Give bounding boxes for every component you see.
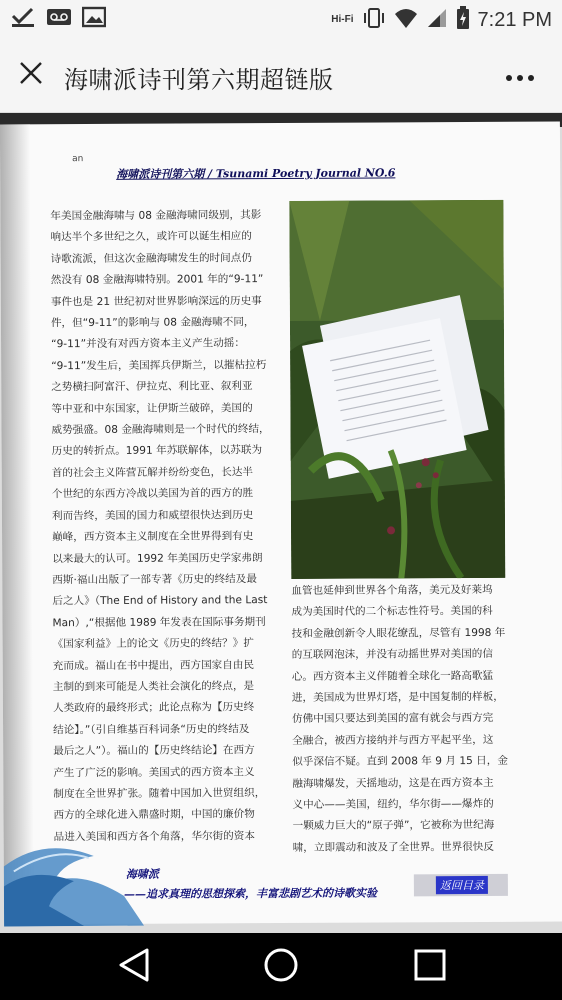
text-line: 首的社会主义阵营瓦解并纷纷变色，长达半 — [51, 466, 254, 480]
text-line: 啸，立即震动和波及了全世界。世界很快反 — [292, 840, 495, 854]
journal-page — [0, 122, 562, 925]
text-line: 全融合，被西方接纳并与西方平起平坐，这 — [292, 733, 494, 747]
text-line: 响达半个多世纪之久，或许可以诞生相应的 — [50, 230, 252, 244]
text-line: 产生了广泛的影响。美国式的西方资本主义 — [53, 765, 255, 779]
text-line: 制度在全世界扩张。随着中国加入世贸组织， — [53, 787, 266, 801]
corner-mark: an — [72, 154, 84, 165]
footer-subtitle: ——追求真理的思想探索，丰富悲剧艺术的诗歌实验 — [123, 886, 377, 901]
image-icon — [82, 6, 106, 32]
text-line: Man）,“根据他 1989 年发表在国际事务期刊 — [52, 615, 266, 629]
text-line: 技和金融创新令人眼花缭乱，尽管有 1998 年 — [291, 626, 506, 640]
text-line: 《国家利益》上的论文《历史的终结？》扩 — [52, 637, 254, 651]
home-circle-icon — [262, 946, 300, 988]
text-line: 西斯·福山出版了一部专著《历史的终结及最 — [52, 573, 257, 587]
article-right-column — [291, 580, 514, 859]
text-line: 巅峰，西方资本主义制度在全世界得到有史 — [52, 530, 254, 544]
text-line: 然没有 08 金融海啸特别。2001 年的“9-11” — [50, 273, 264, 287]
text-line: 以来最大的认可。1992 年美国历史学家弗朗 — [52, 551, 263, 565]
text-line: 的互联网泡沫，并没有动摇世界对美国的信 — [291, 648, 494, 662]
text-line: 品进入美国和西方各个角落，华尔街的资本 — [53, 829, 255, 843]
text-line: 心。西方资本主义伴随着全球化一路高歌猛 — [291, 669, 494, 683]
vibrate-icon — [362, 7, 386, 33]
signal-icon — [426, 7, 448, 33]
text-line: 西方的全球化进入鼎盛时期，中国的廉价物 — [53, 808, 255, 822]
text-line: 等中亚和中东国家，让伊斯兰破碎，美国的 — [51, 401, 253, 415]
footer-title: 海啸派 — [125, 867, 159, 881]
text-line: 结论】。”（引自维基百科词条“历史的终结及 — [53, 722, 250, 736]
page-title: 海啸派诗刊第六期超链版 — [64, 66, 334, 94]
text-line: 似乎深信不疑。直到 2008 年 9 月 15 日，金 — [292, 755, 508, 769]
close-icon — [19, 61, 43, 89]
nav-recents-button[interactable] — [408, 947, 452, 987]
navigation-bar — [0, 933, 562, 1000]
clock: 7:21 PM — [477, 8, 552, 31]
article-photo — [289, 200, 505, 579]
text-line: 成为美国时代的二个标志性符号。美国的科 — [291, 605, 493, 619]
nav-back-button[interactable] — [112, 947, 156, 987]
text-line: 主制的到来可能是人类社会演化的终点，是 — [52, 680, 255, 694]
text-line: “9-11”并没有对西方资本主义产生动摇： — [51, 337, 246, 351]
wave-decoration — [4, 826, 145, 927]
webview-content[interactable] — [0, 113, 562, 933]
back-to-contents-label: 返回目录 — [436, 876, 488, 894]
back-to-contents-button[interactable] — [414, 874, 508, 896]
text-line: 件，但“9-11”的影响与 08 金融海啸不同， — [50, 316, 255, 330]
text-line: “9-11”发生后，美国挥兵伊斯兰，以摧枯拉朽 — [51, 358, 267, 373]
text-line: 利而告终，美国的国力和威望很快达到历史 — [51, 508, 254, 522]
text-line: 融海啸爆发，天摇地动，这是在西方资本主 — [292, 776, 494, 790]
journal-header: 海啸派诗刊第六期 / Tsunami Poetry Journal NO.6 — [116, 166, 396, 181]
nav-home-button[interactable] — [259, 947, 303, 987]
system-icons — [331, 6, 552, 34]
text-line: 仿佛中国只要达到美国的富有就会与西方完 — [291, 712, 494, 726]
text-line: 血管也延伸到世界各个角落，美元及好莱坞 — [291, 583, 493, 597]
text-line: 年美国金融海啸与 08 金融海啸同级别，其影 — [50, 209, 262, 223]
more-vertical-icon — [505, 67, 535, 86]
battery-charging-icon — [456, 6, 470, 34]
text-line: 事件也是 21 世纪初对世界影响深远的历史事 — [50, 294, 262, 308]
text-line: 威势强盛。08 金融海啸则是一个时代的终结， — [51, 423, 270, 437]
back-triangle-icon — [117, 947, 151, 987]
article-left-column — [50, 205, 281, 848]
close-button[interactable] — [10, 54, 52, 96]
wifi-icon — [394, 7, 418, 33]
text-line: 一颗威力巨大的“原子弹”，它被称为世纪海 — [292, 819, 495, 833]
more-options-button[interactable] — [500, 64, 540, 88]
page-fold-shadow — [0, 124, 34, 924]
text-line: 诗歌流派，但这次金融海啸发生的时间点仍 — [50, 251, 252, 266]
hifi-indicator: Hi-Fi — [331, 14, 354, 25]
text-line: 充而成。福山在书中提出，西方国家自由民 — [52, 658, 255, 672]
text-line: 最后之人”）。福山的【历史终结论】在西方 — [53, 744, 255, 758]
recents-square-icon — [413, 948, 447, 986]
text-line: 个世纪的东西方冷战以美国为首的西方的胜 — [51, 487, 254, 501]
text-line: 义中心——美国，纽约，华尔街——爆炸的 — [292, 797, 494, 812]
text-line: 之势横扫阿富汗、伊拉克、利比亚、叙利亚 — [51, 380, 253, 394]
voicemail-icon — [46, 6, 72, 32]
text-line: 人类政府的最终形式；此论点称为【历史终 — [52, 701, 255, 715]
download-check-icon — [10, 6, 36, 32]
text-line: 后之人》（The End of History and the Last — [52, 594, 268, 608]
text-line: 历史的转折点。1991 年苏联解体，以苏联为 — [51, 444, 263, 458]
text-line: 进，美国成为世界灯塔，是中国复制的样板， — [291, 690, 504, 704]
status-bar — [0, 0, 562, 38]
notification-icons — [10, 6, 106, 32]
app-bar — [0, 38, 562, 113]
